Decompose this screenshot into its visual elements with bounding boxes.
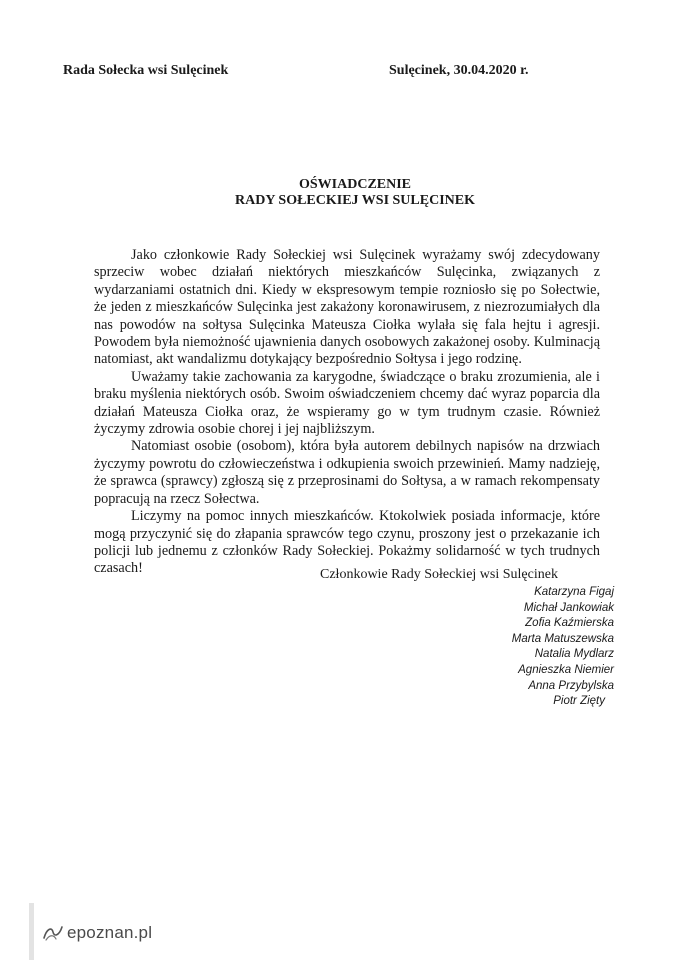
paragraph-3: Natomiast osobie (osobom), która była autorem debilnych napisów na drzwiach życzymy powrotu do człowieczeństwa i odkupienia swoich przewinień. Mamy nadzieję, że sprawca (sprawcy) zgłoszą się z przeprosinami do Sołtysa, a w ramach rekompensaty popracują na rzecz Sołectwa. [94, 438, 600, 507]
signatory-name: Anna Przybylska [528, 679, 614, 692]
document-subtitle: RADY SOŁECKIEJ WSI SULĘCINEK [234, 193, 475, 208]
place-and-date: Sulęcinek, 30.04.2020 r. [389, 63, 529, 78]
watermark-bar [29, 903, 34, 960]
watermark [29, 903, 249, 960]
paragraph-1: Jako członkowie Rady Sołeckiej wsi Sulęcinek wyrażamy swój zdecydowany sprzeciw wobec działań niektórych mieszkańców Sulęcinka, związanych z wydarzaniami ostatnich dni. Kiedy w ekspresowym tempie rozniosło się po Sołectwie, że jeden z mieszkańców Sulęcinka jest zakażony koronawirusem, z niezrozumiałych dla nas powodów na sołtysa Sulęcinka Mateusza Ciołka wylała się fala hejtu i agresji. Powodem była niemożność ujawnienia danych osobowych zakażonej osoby. Kulminacją natomiast, akt wandalizmu dotykający bezpośrednio Sołtysa i jego rodzinę. [94, 247, 600, 368]
watermark-logo [42, 923, 152, 943]
statement-body [94, 247, 600, 578]
paragraph-4: Liczymy na pomoc innych mieszkańców. Ktokolwiek posiada informacje, które mogą przyczynić się do złapania sprawców tego czynu, proszony jest o przekazanie ich policji lub jednemu z członków Rady Sołeckiej. Pokażmy solidarność w tych trudnych czasach! [94, 508, 600, 577]
signatories-list [314, 585, 614, 710]
organization-name: Rada Sołecka wsi Sulęcinek [63, 63, 229, 78]
signatory-name: Katarzyna Figaj [534, 586, 614, 598]
signatory-name: Zofia Kaźmierska [525, 617, 614, 630]
signatory-name: Marta Matuszewska [511, 632, 614, 645]
signatory-name: Piotr Zięty [553, 695, 605, 708]
paragraph-2: Uważamy takie zachowania za karygodne, świadczące o braku zrozumienia, ale i braku myślenia niektórych osób. Swoim oświadczeniem chcemy dać wyraz poparcia dla działań Mateusza Ciołka oraz, że wspieramy go w tym trudnym czasie. Również życzymy zdrowia osobie chorej i jej najbliższym. [94, 368, 600, 438]
epoznan-logo-icon [42, 924, 64, 942]
signatories-heading: Członkowie Rady Sołeckiej wsi Sulęcinek [320, 567, 558, 582]
document-title: OŚWIADCZENIE [298, 177, 412, 192]
signatory-name: Natalia Mydlarz [534, 648, 614, 661]
signatory-name: Agnieszka Niemier [518, 663, 614, 676]
signatory-name: Michał Jankowiak [523, 601, 614, 614]
watermark-text: epoznan.pl [67, 923, 153, 942]
